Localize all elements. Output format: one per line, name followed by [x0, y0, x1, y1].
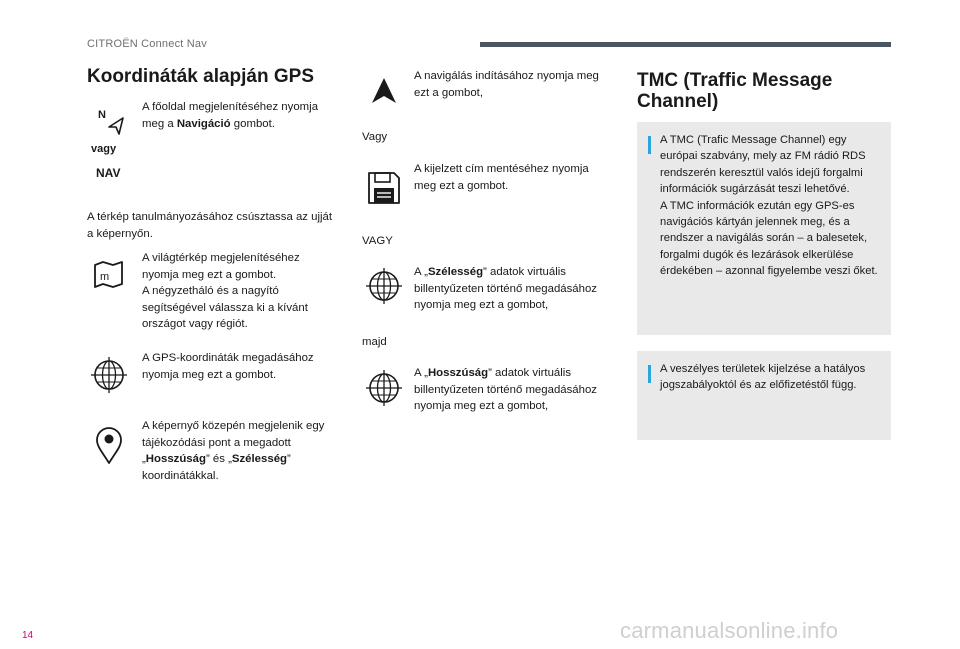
vagy-label-1: Vagy: [362, 131, 388, 143]
longitude-text: A „Hosszúság” adatok virtuális billentyűzeten történő megadásához nyomja meg ezt a gombot,: [414, 367, 598, 412]
danger-zone-note: [637, 351, 891, 440]
vagy-label-2: VAGY: [362, 235, 393, 247]
tmc-title-line2: Channel): [637, 91, 719, 112]
location-pin-icon: [89, 423, 129, 463]
latitude-text: A „Szélesség” adatok virtuális billentyűzeten történő megadásához nyomja meg ezt a gombot,: [414, 266, 598, 311]
world-map-text: A világtérkép megjelenítéséhez nyomja meg ezt a gombot. A négyzetháló és a nagyító segítségével válassza ki a kívánt országot vagy régiót.: [142, 252, 308, 330]
gps-intro-text: A főoldal megjelenítéséhez nyomja meg a Navigáció gombot.: [142, 101, 319, 130]
world-map-icon: [89, 254, 129, 294]
gps-coords-text: A GPS-koordináták megadásához nyomja meg ezt a gombot.: [142, 352, 314, 381]
svg-text:m: m: [100, 271, 110, 283]
tmc-info-note: [637, 122, 891, 335]
nav-start-text: A navigálás indításához nyomja meg ezt a gombot,: [414, 70, 599, 99]
tmc-note-text: A TMC (Trafic Message Channel) egy európai szabvány, mely az FM rádió RDS rendszerén keresztül valós idejű forgalmi információk sugárzását teszi lehetővé. A TMC információk ezután egy GPS-es navigációs kártyán jelennek meg, és a rendszer a navigálás során – a balesetek, forgalmi dugók és lezárások elkerülése érdekében – azonnal figyelembe veszi őket.: [660, 134, 878, 278]
section-title-gps: Koordináták alapján GPS: [87, 66, 314, 87]
majd-label: majd: [362, 336, 387, 348]
danger-zone-text: A veszélyes területek kijelzése a hatályos jogszabályoktól és az előfizetéstől függ.: [660, 363, 866, 392]
navigation-arrow-icon: [364, 76, 404, 106]
vagy-label: vagy: [91, 143, 117, 155]
nav-button-label: NAV: [96, 166, 121, 180]
info-marker-icon: [648, 365, 651, 383]
section-title-tmc: [637, 70, 832, 112]
info-marker-icon: [648, 136, 651, 154]
save-address-text: A kijelzett cím mentéséhez nyomja meg ezt a gombot.: [414, 163, 589, 192]
header-title: CITROËN Connect Nav: [87, 38, 207, 50]
marker-description-text: A képernyő közepén megjelenik egy tájékozódási pont a megadott „Hosszúság” és „Szélesség” koordinátákkal.: [142, 420, 325, 482]
header-bar: [480, 42, 891, 47]
svg-text:N: N: [98, 109, 106, 121]
tmc-title-line1: TMC (Traffic Message: [637, 70, 833, 91]
compass-navigation-icon: [96, 106, 130, 140]
page-number: 14: [22, 630, 34, 641]
globe-coordinates-icon: [89, 355, 129, 395]
globe-latitude-icon: [364, 266, 404, 306]
save-icon: [364, 168, 404, 208]
watermark: carmanualsonline.info: [620, 618, 839, 643]
swipe-instruction-text: A térkép tanulmányozásához csúsztassa az ujját a képernyőn.: [87, 211, 333, 240]
globe-longitude-icon: [364, 368, 404, 408]
